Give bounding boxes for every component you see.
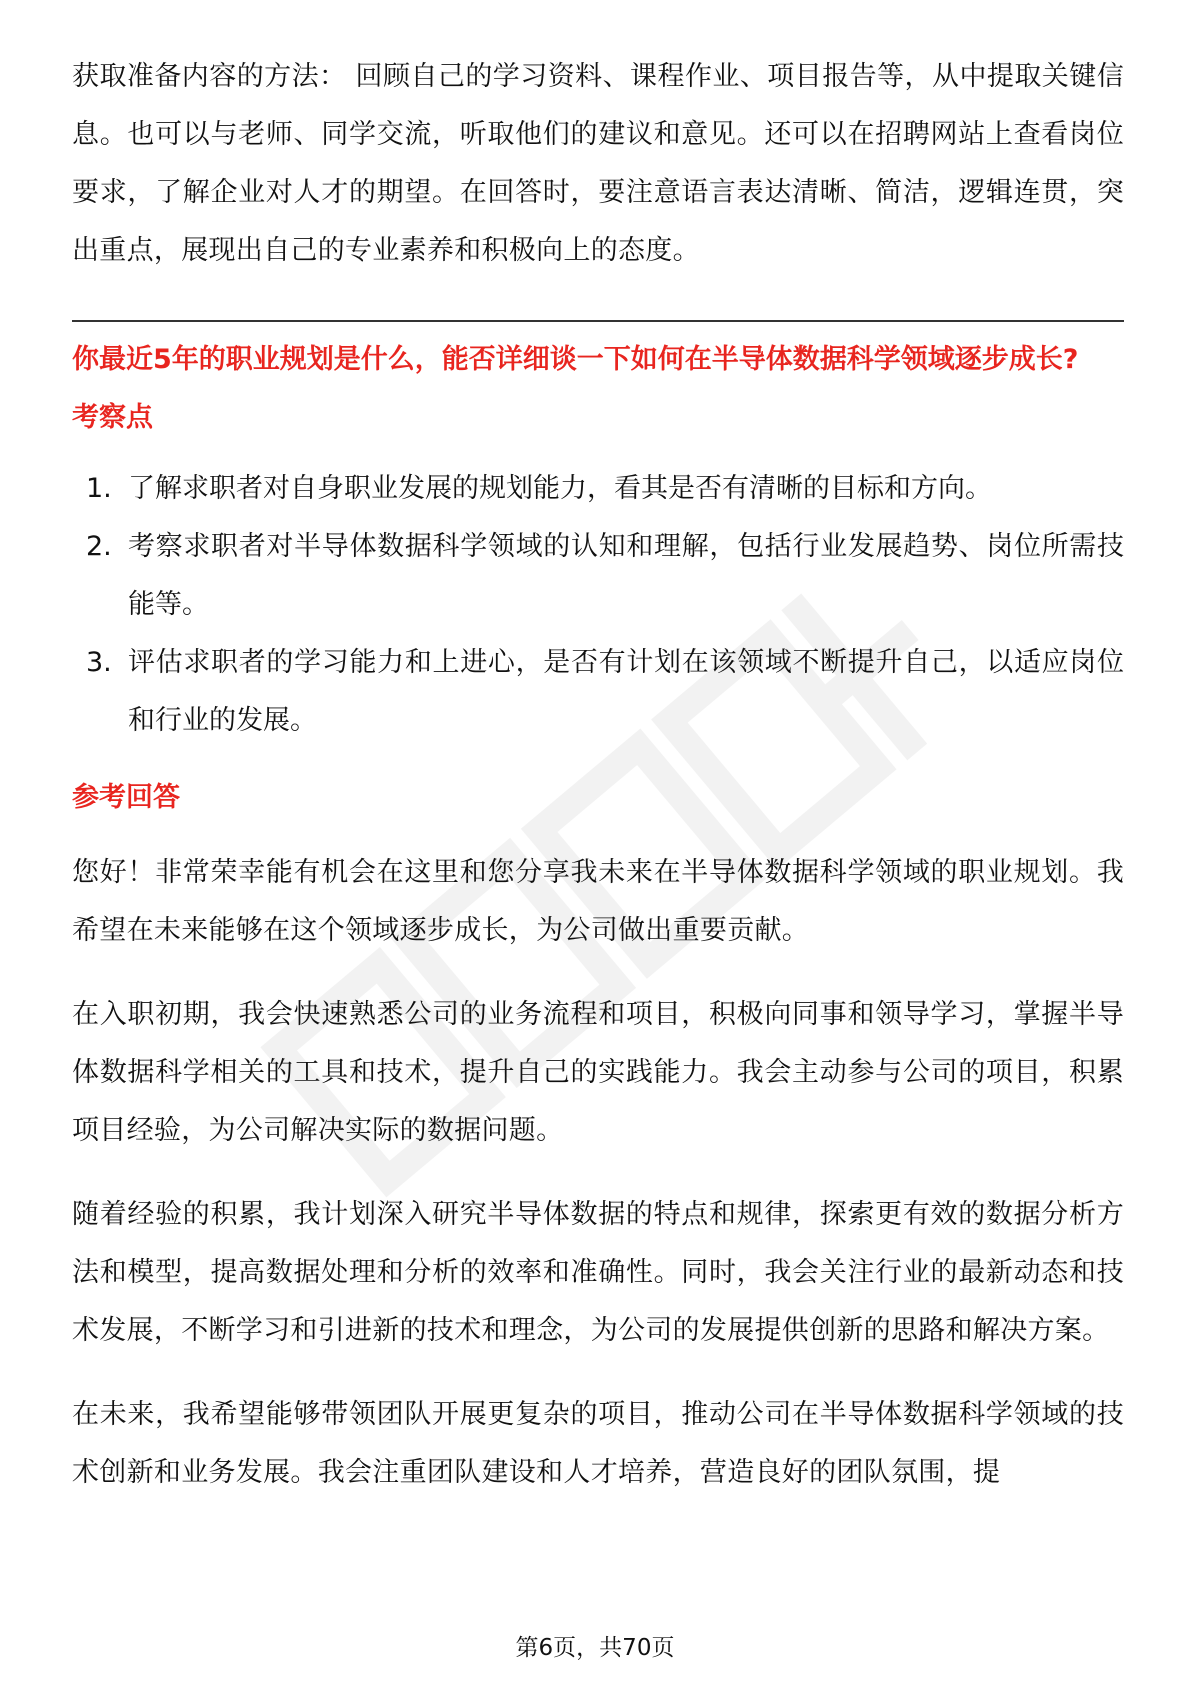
list-text: 评估求职者的学习能力和上进心，是否有计划在该领域不断提升自己，以适应岗位和行业的发展。 <box>128 647 1124 736</box>
list-number: 1. <box>86 473 112 504</box>
assessment-points <box>72 460 1124 750</box>
list-item <box>72 518 1124 634</box>
list-item <box>72 634 1124 750</box>
answer-paragraph: 在未来，我希望能够带领团队开展更复杂的项目，推动公司在半导体数据科学领域的技术创新和业务发展。我会注重团队建设和人才培养，营造良好的团队氛围，提 <box>72 1399 1124 1488</box>
section-divider <box>72 320 1124 322</box>
page-footer: 第6页，共70页 <box>515 1635 675 1661</box>
answer-paragraph: 在入职初期，我会快速熟悉公司的业务流程和项目，积极向同事和领导学习，掌握半导体数据科学相关的工具和技术，提升自己的实践能力。我会主动参与公司的项目，积累项目经验，为公司解决实际的数据问题。 <box>72 999 1124 1146</box>
answer-title: 参考回答 <box>72 782 180 813</box>
intro-paragraph: 获取准备内容的方法： 回顾自己的学习资料、课程作业、项目报告等，从中提取关键信息。也可以与老师、同学交流，听取他们的建议和意见。还可以在招聘网站上查看岗位要求，了解企业对人才的期望。在回答时，要注意语言表达清晰、简洁，逻辑连贯，突出重点，展现出自己的专业素养和积极向上的态度。 <box>72 61 1124 266</box>
list-text: 了解求职者对自身职业发展的规划能力，看其是否有清晰的目标和方向。 <box>128 473 992 504</box>
list-number: 3. <box>86 647 112 678</box>
assessment-title: 考察点 <box>72 402 153 433</box>
answer-paragraph: 您好！非常荣幸能有机会在这里和您分享我未来在半导体数据科学领域的职业规划。我希望在未来能够在这个领域逐步成长，为公司做出重要贡献。 <box>72 857 1124 946</box>
answer-paragraph: 随着经验的积累，我计划深入研究半导体数据的特点和规律，探索更有效的数据分析方法和模型，提高数据处理和分析的效率和准确性。同时，我会关注行业的最新动态和技术发展，不断学习和引进新的技术和理念，为公司的发展提供创新的思路和解决方案。 <box>72 1199 1124 1346</box>
list-number: 2. <box>86 531 112 562</box>
list-text: 考察求职者对半导体数据科学领域的认知和理解，包括行业发展趋势、岗位所需技能等。 <box>128 531 1124 620</box>
list-item <box>72 460 1124 518</box>
page-content <box>72 48 1124 1502</box>
question-heading: 你最近5年的职业规划是什么，能否详细谈一下如何在半导体数据科学领域逐步成长? <box>72 344 1079 375</box>
